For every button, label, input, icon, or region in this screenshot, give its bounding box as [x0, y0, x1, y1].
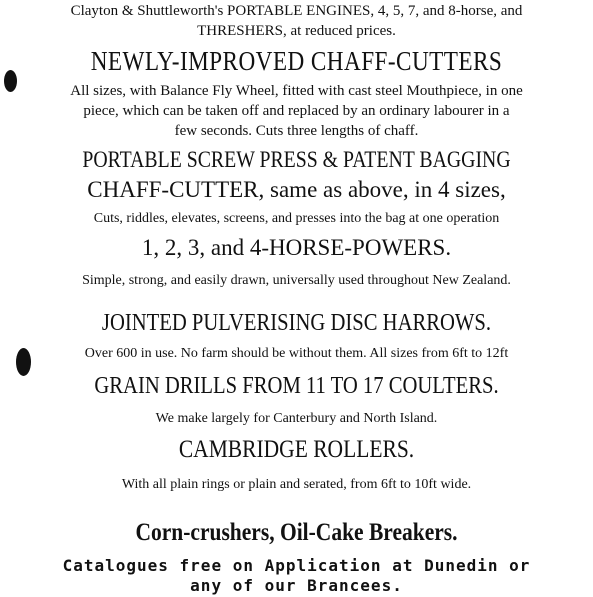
- horse-powers-heading: 1, 2, 3, and 4-HORSE-POWERS.: [141, 235, 452, 260]
- rollers-desc: With all plain rings or plain and serated, from 6ft to 10ft wide.: [121, 477, 472, 492]
- chaff-cutter-sizes: CHAFF-CUTTER, same as above, in 4 sizes,: [87, 177, 506, 202]
- operation-line: Cuts, riddles, elevates, screens, and presses into the bag at one operation: [93, 211, 500, 226]
- harrows-desc: Over 600 in use. No farm should be without them. All sizes from 6ft to 12ft: [84, 346, 509, 361]
- cambridge-rollers-heading: CAMBRIDGE ROLLERS.: [178, 436, 415, 463]
- corn-crushers-heading: Corn-crushers, Oil-Cake Breakers.: [135, 519, 458, 546]
- screw-press-heading: PORTABLE SCREW PRESS & PATENT BAGGING: [82, 147, 511, 172]
- chaff-desc-1: All sizes, with Balance Fly Wheel, fitted with cast steel Mouthpiece, in one: [70, 83, 523, 99]
- chaff-cutters-heading: NEWLY-IMPROVED CHAFF-CUTTERS: [90, 46, 503, 76]
- new-zealand-line: Simple, strong, and easily drawn, universally used throughout New Zealand.: [82, 273, 511, 288]
- chaff-desc-2: piece, which can be taken off and replaced by an ordinary labourer in a: [83, 103, 510, 119]
- disc-harrows-heading: JOINTED PULVERISING DISC HARROWS.: [101, 310, 492, 336]
- catalogues-line: Catalogues free on Application at Dunedin or: [62, 556, 531, 575]
- engines-line: Clayton & Shuttleworth's PORTABLE ENGINES, 4, 5, 7, and 8-horse, and: [70, 3, 523, 19]
- canterbury-line: We make largely for Canterbury and North Island.: [155, 411, 438, 426]
- branches-line: any of our Brancees.: [190, 576, 403, 595]
- threshers-line: THRESHERS, at reduced prices.: [197, 23, 396, 39]
- chaff-desc-3: few seconds. Cuts three lengths of chaff.: [174, 123, 419, 139]
- grain-drills-heading: GRAIN DRILLS FROM 11 TO 17 COULTERS.: [94, 373, 499, 399]
